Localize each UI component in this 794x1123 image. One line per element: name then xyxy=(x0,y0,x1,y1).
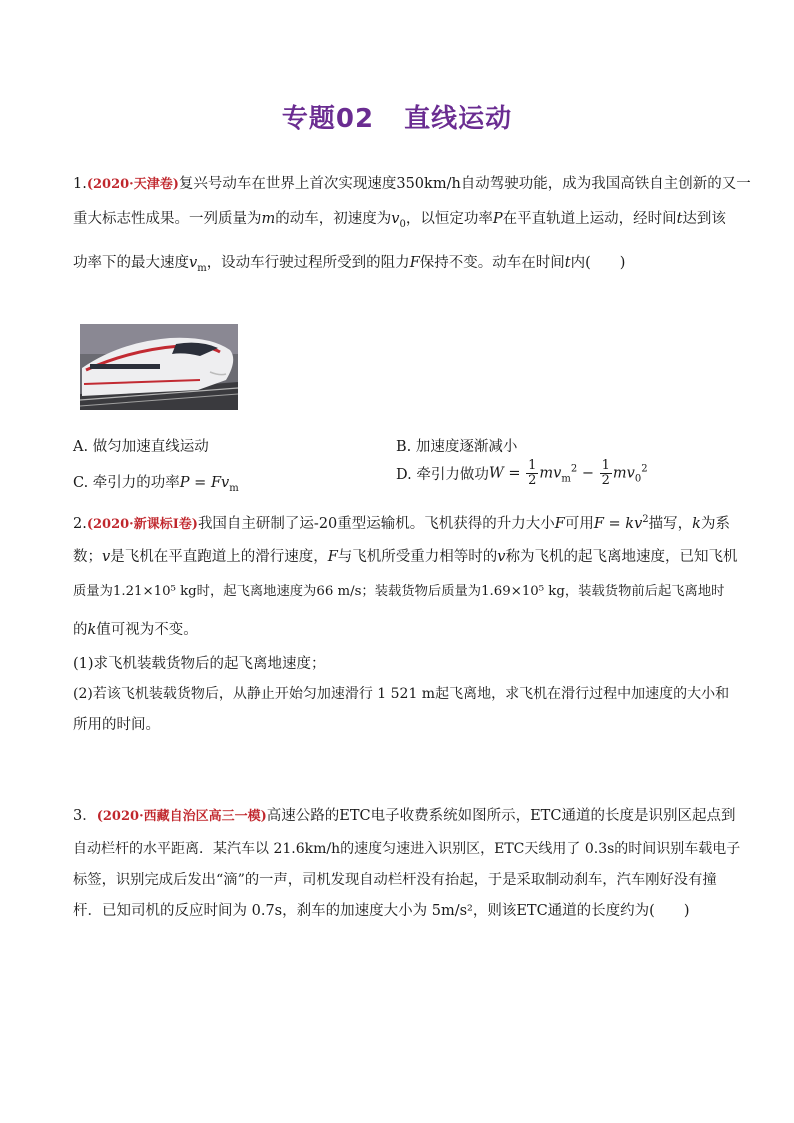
q3-line2: 自动栏杆的水平距离．某汽车以 21.6km/h的速度匀速进入识别区，ETC天线用了 0.3s的时间识别车载电子 xyxy=(73,841,741,857)
page-title: 专题02 直线运动 xyxy=(281,104,513,134)
q2-line2: 数；v是飞机在平直跑道上的滑行速度，F与飞机所受重力相等时的v称为飞机的起飞离地速度，已知飞机 xyxy=(73,549,738,565)
q2-sub1: (1)求飞机装载货物后的起飞离地速度； xyxy=(73,656,326,672)
q3-source: (2020·西藏自治区高三一模) xyxy=(96,809,267,824)
q1-option-b: B. 加速度逐渐减小 xyxy=(396,439,518,455)
q1-option-c: C. 牵引力的功率$P = Fv_m$ xyxy=(73,475,239,494)
high-speed-train-photo xyxy=(80,324,238,410)
q2-line4: 的k值可视为不变。 xyxy=(73,622,198,638)
q2-line1: 2.(2020·新课标Ⅰ卷)我国自主研制了运-20重型运输机。飞机获得的升力大小F可用$F = kv^2$描写，k为系 xyxy=(73,514,730,532)
q2-sub2-line2: 所用的时间。 xyxy=(73,717,160,733)
q2-line3: 质量为1.21×10⁵ kg时，起飞离地速度为66 m/s；装载货物后质量为1.69×10⁵ kg，装载货物前后起飞离地时 xyxy=(73,584,725,599)
q3-line4: 杆．已知司机的反应时间为 0.7s，刹车的加速度大小为 5m/s²，则该ETC通道的长度约为( ) xyxy=(73,903,690,919)
q3-line3: 标签，识别完成后发出“滴”的一声，司机发现自动栏杆没有抬起，于是采取制动刹车，汽车刚好没有撞 xyxy=(73,872,717,888)
q2-sub2-line1: (2)若该飞机装载货物后，从静止开始匀加速滑行 1 521 m起飞离地，求飞机在滑行过程中加速度的大小和 xyxy=(73,686,730,702)
q2-source: (2020·新课标Ⅰ卷) xyxy=(86,516,198,532)
q1-line2: 重大标志性成果。一列质量为m的动车，初速度为$v_0$，以恒定功率P在平直轨道上运动，经时间t达到该 xyxy=(73,211,726,230)
q1-option-a: A. 做匀加速直线运动 xyxy=(73,439,209,455)
q1-line1: 1.(2020·天津卷)复兴号动车在世界上首次实现速度350km/h自动驾驶功能，成为我国高铁自主创新的又一 xyxy=(73,176,751,192)
q1-source: (2020·天津卷) xyxy=(86,177,179,192)
q1-option-d: D. 牵引力做功W = $\frac{1}{2}$ $mv_m^2$ − $\frac{1}{2}$ $mv_0^2$ xyxy=(396,458,648,488)
q1-line3: 功率下的最大速度$v_m$，设动车行驶过程所受到的阻力F保持不变。动车在时间t内( ) xyxy=(73,255,626,274)
q3-line1: 3．(2020·西藏自治区高三一模)高速公路的ETC电子收费系统如图所示，ETC通道的长度是识别区起点到 xyxy=(73,808,736,824)
